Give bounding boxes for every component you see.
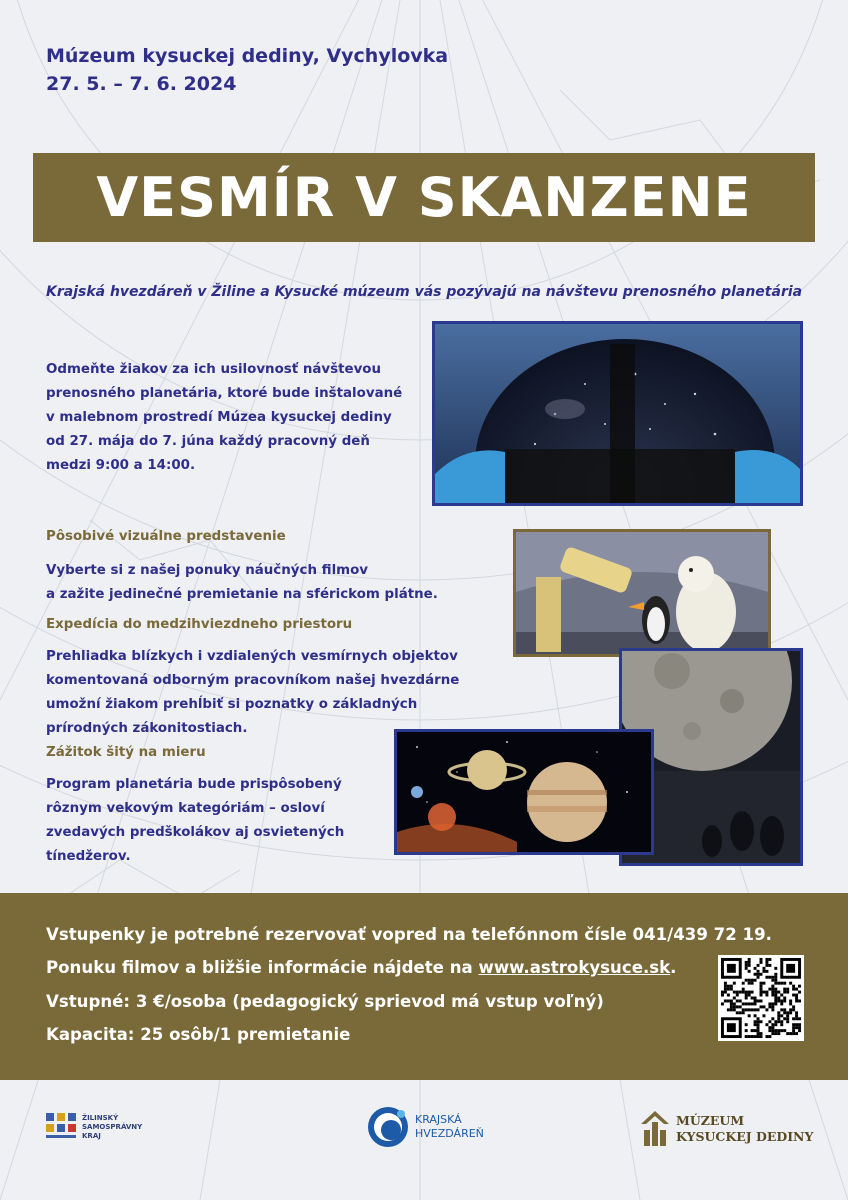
section-line: Vyberte si z našej ponuky náučných filmov [46, 563, 369, 578]
hvezdaren-emblem-icon [367, 1106, 409, 1148]
capacity-info: Kapacita: 25 osôb/1 premietanie [46, 1025, 351, 1044]
muzeum-logo [640, 1110, 813, 1148]
intro-line: od 27. mája do 7. júna každý pracovný deň [46, 434, 370, 449]
section-line: Program planetária bude prispôsobený [46, 777, 342, 792]
hvezdaren-text-line: HVEZDÁREŇ [415, 1127, 484, 1140]
zsk-logo [44, 1110, 142, 1144]
intro-line: Odmeňte žiakov za ich usilovnosť návštevou [46, 362, 382, 377]
section-body-visual [46, 559, 438, 607]
muzeum-text-line: MÚZEUM [676, 1113, 745, 1128]
zsk-text-line: ŽILINSKÝ [82, 1113, 119, 1122]
event-dates: 27. 5. – 7. 6. 2024 [46, 73, 237, 95]
event-header [46, 42, 448, 98]
intro-paragraph [46, 358, 406, 478]
muzeum-text-line: KYSUCKEJ DEDINY [676, 1129, 814, 1144]
muzeum-text [676, 1113, 813, 1145]
section-line: zvedavých predškolákov aj osvietených [46, 825, 345, 840]
title-band [33, 153, 815, 242]
qr-code[interactable] [718, 955, 804, 1041]
section-body-tailored [46, 773, 344, 869]
admission-info: Vstupné: 3 €/osoba (pedagogický sprievod má vstup voľný) [46, 992, 604, 1011]
zsk-text-line: KRAJ [82, 1131, 101, 1140]
section-line: Prehliadka blízkych i vzdialených vesmírnych objektov [46, 649, 458, 664]
planets-photo [394, 729, 654, 855]
zsk-text [82, 1114, 142, 1141]
website-link[interactable]: www.astrokysuce.sk [478, 958, 671, 977]
hvezdaren-text [415, 1113, 484, 1141]
section-line: a zažite jedinečné premietanie na sférickom plátne. [46, 587, 438, 602]
reservation-info: Vstupenky je potrebné rezervovať vopred na telefónnom čísle 041/439 72 19. [46, 925, 772, 944]
venue-name: Múzeum kysuckej dediny, Vychylovka [46, 45, 449, 67]
intro-line: medzi 9:00 a 14:00. [46, 458, 196, 473]
section-line: umožní žiakom prehĺbiť si poznatky o základných [46, 697, 418, 712]
website-info [46, 958, 676, 977]
section-line: tínedžerov. [46, 849, 131, 864]
section-title-tailored: Zážitok šitý na mieru [46, 745, 206, 760]
website-info-suffix: . [670, 958, 677, 977]
muzeum-emblem-icon [640, 1110, 670, 1148]
section-line: rôznym vekovým kategóriám – osloví [46, 801, 325, 816]
qr-code-graphic [718, 955, 804, 1041]
section-body-expedition [46, 645, 459, 741]
website-info-text: Ponuku filmov a bližšie informácie nájdete na [46, 958, 479, 977]
section-line: komentovaná odborným pracovníkom našej hvezdárne [46, 673, 460, 688]
section-title-expedition: Expedícia do medzihviezdneho priestoru [46, 617, 353, 632]
section-title-visual: Pôsobivé vizuálne predstavenie [46, 529, 286, 544]
zsk-emblem-icon [44, 1110, 78, 1144]
intro-line: prenosného planetária, ktoré bude inštalované [46, 386, 403, 401]
page-title: VESMÍR V SKANZENE [96, 166, 752, 229]
planetarium-dome-photo [432, 321, 803, 506]
section-line: prírodných zákonitostiach. [46, 721, 248, 736]
animated-film-photo [513, 529, 771, 657]
zsk-text-line: SAMOSPRÁVNY [82, 1122, 143, 1131]
hvezdaren-text-line: KRAJSKÁ [415, 1113, 462, 1126]
invitation-subtitle: Krajská hvezdáreň v Žiline a Kysucké múzeum vás pozývajú na návštevu prenosného planetária [46, 284, 803, 300]
intro-line: v malebnom prostredí Múzea kysuckej dediny [46, 410, 392, 425]
hvezdaren-logo [367, 1106, 484, 1148]
